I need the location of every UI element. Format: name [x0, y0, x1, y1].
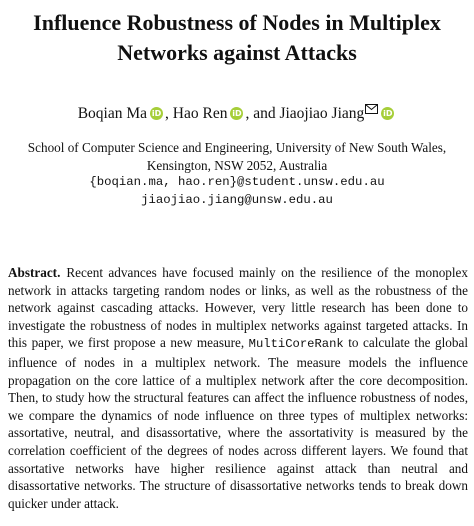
- orcid-icon[interactable]: iD: [383, 109, 393, 118]
- title-line-2: Networks against Attacks: [117, 40, 357, 65]
- paper-title: [0, 8, 474, 68]
- author-separator: , and: [245, 105, 280, 122]
- abstract-label: Abstract.: [8, 265, 61, 280]
- envelope-icon: [365, 100, 378, 120]
- abstract-paragraph: [8, 264, 468, 512]
- author-name: Boqian Ma: [77, 105, 148, 122]
- author-separator: ,: [165, 105, 173, 122]
- affiliation-block: [0, 139, 474, 209]
- measure-name: MultiCoreRank: [248, 337, 344, 352]
- email-line-1: {boqian.ma, hao.ren}@student.unsw.edu.au: [89, 175, 385, 189]
- email-line-2: jiaojiao.jiang@unsw.edu.au: [141, 192, 333, 207]
- author-name: Jiaojiao Jiang: [279, 105, 365, 122]
- title-line-1: Influence Robustness of Nodes in Multiplex: [33, 10, 441, 35]
- orcid-icon[interactable]: iD: [151, 109, 162, 118]
- orcid-icon[interactable]: iD: [232, 109, 242, 118]
- abstract-text-start: Recent advances have focused mainly on the resilience of the monoplex network in attacks targeting random nodes or links, as well as the robustness of the network against cascading attacks. However, very little research has been done to investigate the robustness of nodes in multiplex networks against targeted attacks. In this paper, we first propose a new measure,: [8, 265, 468, 351]
- author-list: [0, 100, 474, 124]
- author-name: Hao Ren: [172, 105, 228, 122]
- abstract-text-end: to calculate the global influence of nodes in a multiplex network. The measure models the influence propagation on the core lattice of a multiplex network after the core decomposition. Then, to study how the structural features can affect the influence robustness of nodes, we compare the dynamics of node influence on three types of multiplex networks: assortative, neutral, and disassortative, where the assortativity is measured by the correlation coefficient of the degrees of nodes across different layers. We found that assortative networks have higher resilience against attack than neutral and disassortative networks. The structure of disassortative networks tends to break down quicker under attack.: [8, 335, 468, 511]
- affiliation-line-1: School of Computer Science and Engineering, University of New South Wales,: [27, 140, 447, 155]
- affiliation-line-2: Kensington, NSW 2052, Australia: [146, 157, 328, 173]
